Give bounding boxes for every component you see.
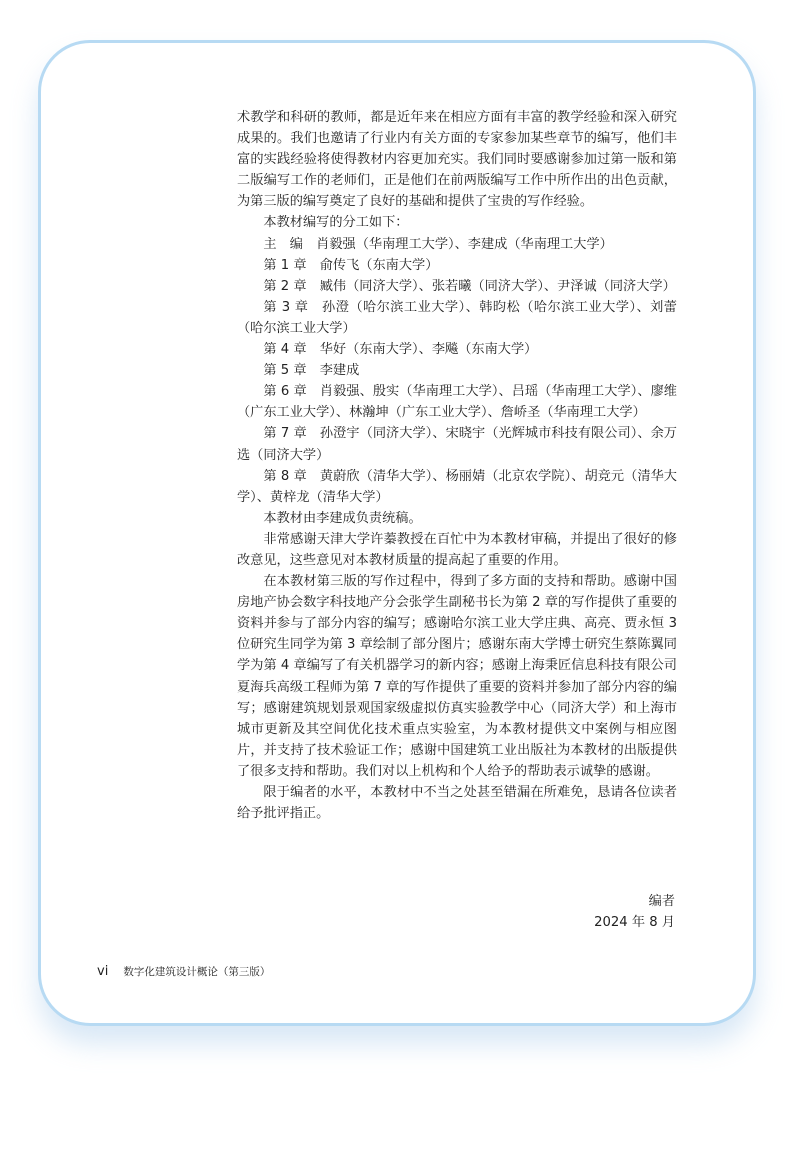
paragraph-chapter-5: 第 5 章 李建成 [263, 363, 360, 379]
paragraph-acknowledgements: 在本教材第三版的写作过程中，得到了多方面的支持和帮助。感谢中国房地产协会数字科技地产分会张学生副秘书长为第 2 章的写作提供了重要的资料并参与了部分内容的编写；感谢哈尔滨工业大学庄典、高亮、贾永恒 3 位研究生同学为第 3 章绘制了部分图片；感谢东南大学博士研究生蔡陈翼同学为第 4 章编写了有关机器学习的新内容；感谢上海秉匠信息科技有限公司夏海兵高级工程师为第 7 章的写作提供了重要的资料并参加了部分内容的编写；感谢建筑规划景观国家级虚拟仿真实验教学中心（同济大学）和上海市城市更新及其空间优化技术重点实验室，为本教材提供文中案例与相应图片，并支持了技术验证工作；感谢中国建筑工业出版社为本教材的出版提供了很多支持和帮助。我们对以上机构和个人给予的帮助表示诚挚的感谢。 [237, 574, 677, 779]
paragraph-division-heading: 本教材编写的分工如下： [263, 215, 409, 231]
paragraph-chapter-7: 第 7 章 孙澄宇（同济大学）、宋晓宇（光辉城市科技有限公司）、余万选（同济大学） [237, 426, 677, 463]
paragraph-chapter-2: 第 2 章 臧伟（同济大学）、张若曦（同济大学）、尹泽诚（同济大学） [263, 278, 676, 294]
paragraph-reviewer-thanks: 非常感谢天津大学许蓁教授在百忙中为本教材审稿，并提出了很好的修改意见，这些意见对本教材质量的提高起了重要的作用。 [237, 531, 677, 568]
paragraph-chapter-3: 第 3 章 孙澄（哈尔滨工业大学）、韩昀松（哈尔滨工业大学）、刘蕾（哈尔滨工业大学） [237, 299, 677, 336]
signature-date: 2024 年 8 月 [594, 915, 675, 930]
paragraph-chapter-8: 第 8 章 黄蔚欣（清华大学）、杨丽婧（北京农学院）、胡竞元（清华大学）、黄梓龙（清华大学） [237, 468, 677, 505]
paragraph-final-editor: 本教材由李建成负责统稿。 [263, 510, 422, 526]
page-number: vi [97, 964, 109, 979]
signature-block [594, 891, 675, 933]
paragraph-chief-editors: 主 编 肖毅强（华南理工大学）、李建成（华南理工大学） [263, 236, 613, 252]
paragraph-closing: 限于编者的水平，本教材中不当之处甚至错漏在所难免，恳请各位读者给予批评指正。 [237, 785, 677, 822]
paragraph-chapter-1: 第 1 章 俞传飞（东南大学） [263, 257, 439, 273]
book-title: 数字化建筑设计概论（第三版） [123, 966, 271, 978]
paragraph-intro-continued: 术教学和科研的教师，都是近年来在相应方面有丰富的教学经验和深入研究成果的。我们也邀请了行业内有关方面的专家参加某些章节的编写，他们丰富的实践经验将使得教材内容更加充实。我们同时要感谢参加过第一版和第二版编写工作的老师们，正是他们在前两版编写工作中所作出的出色贡献，为第三版的编写奠定了良好的基础和提供了宝贵的写作经验。 [237, 110, 677, 210]
page-footer [97, 960, 270, 979]
paragraph-chapter-4: 第 4 章 华好（东南大学）、李飚（东南大学） [263, 342, 538, 358]
paragraph-chapter-6: 第 6 章 肖毅强、殷实（华南理工大学）、吕瑶（华南理工大学）、廖维（广东工业大学）、林瀚坤（广东工业大学）、詹峤圣（华南理工大学） [237, 384, 677, 421]
signature-author: 编者 [648, 894, 675, 909]
body-text [237, 107, 677, 824]
